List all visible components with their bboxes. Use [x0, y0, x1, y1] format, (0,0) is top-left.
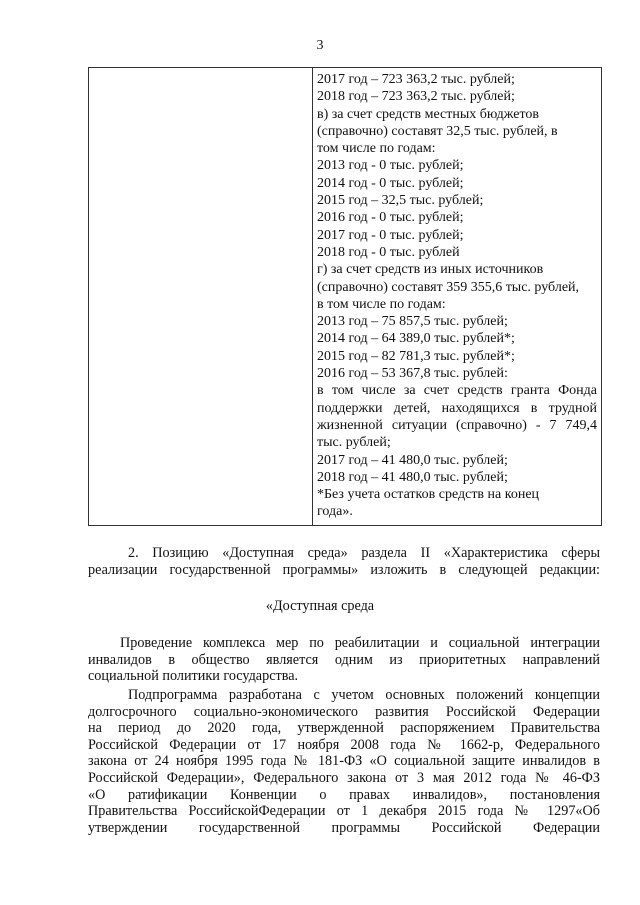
paragraph-line: утверждении государственной программы Российской Федерации — [88, 819, 600, 836]
table-line: жизненной ситуации (справочно) - 7 749,4 — [317, 417, 597, 433]
table-line: том числе по годам: — [317, 141, 436, 157]
table-line: 2017 год - 0 тыс. рублей; — [317, 227, 464, 243]
table-line: 2018 год – 723 363,2 тыс. рублей; — [317, 89, 515, 105]
table-line: (справочно) составят 359 355,6 тыс. рублей, — [317, 279, 580, 295]
paragraph-line: Российской Федерации от 17 ноября 2008 года № 1662-р, Федерального — [88, 736, 600, 753]
table-line: 2015 год – 32,5 тыс. рублей; — [317, 193, 484, 209]
table-line: в) за счет средств местных бюджетов — [317, 106, 540, 122]
table-line: 2014 год - 0 тыс. рублей; — [317, 175, 464, 191]
table-line: (справочно) составят 32,5 тыс. рублей, в — [317, 123, 558, 139]
item-2-line: реализации государственной программы» изложить в следующей редакции: — [88, 561, 600, 578]
table-line: 2017 год – 723 363,2 тыс. рублей; — [317, 72, 515, 87]
paragraph-line: Проведение комплекса мер по реабилитации и социальной интеграции — [120, 635, 600, 651]
table-line: 2016 год - 0 тыс. рублей; — [317, 210, 464, 226]
paragraph-line: социальной политики государства. — [88, 668, 299, 685]
funding-table-right-cell — [317, 71, 597, 521]
table-line: 2015 год – 82 781,3 тыс. рублей*; — [317, 348, 515, 364]
table-line: поддержки детей, находящихся в трудной — [317, 400, 597, 416]
paragraph-line: на период до 2020 года, утвержденной распоряжением Правительства — [88, 720, 600, 737]
table-column-divider — [312, 68, 313, 525]
item-2-line: 2. Позицию «Доступная среда» раздела II «Характеристика сферы — [128, 545, 600, 561]
paragraph-2 — [88, 687, 600, 836]
item-2-paragraph — [88, 545, 600, 578]
paragraph-line: Подпрограмма разработана с учетом основных положений концепции — [128, 687, 600, 703]
paragraph-line: Правительства РоссийскойФедерации от 1 декабря 2015 года № 1297«Об — [88, 803, 600, 820]
paragraph-line: долгосрочного социально-экономического развития Российской Федерации — [88, 703, 600, 720]
table-line: 2013 год - 0 тыс. рублей; — [317, 158, 464, 174]
table-line: 2014 год – 64 389,0 тыс. рублей*; — [317, 331, 515, 347]
paragraph-line: инвалидов в общество является одним из приоритетных направлений — [88, 651, 600, 668]
paragraph-line: «О ратификации Конвенции о правах инвалидов», постановления — [88, 786, 600, 803]
table-line: 2018 год - 0 тыс. рублей — [317, 244, 460, 260]
table-line: 2013 год – 75 857,5 тыс. рублей; — [317, 314, 508, 330]
table-line: *Без учета остатков средств на конец — [317, 487, 540, 503]
table-line: тыс. рублей; — [317, 435, 391, 451]
paragraph-1 — [88, 635, 600, 685]
table-line: года». — [317, 504, 353, 520]
page-number: 3 — [316, 38, 324, 53]
section-heading: «Доступная среда — [265, 598, 375, 614]
paragraph-line: Российской Федерации», Федерального закона от 3 мая 2012 года № 46-ФЗ — [88, 769, 600, 786]
table-line: в том числе за счет средств гранта Фонда — [317, 383, 597, 399]
paragraph-line: закона от 24 ноября 1995 года № 181-ФЗ «О социальной защите инвалидов в — [88, 753, 600, 770]
table-line: в том числе по годам: — [317, 296, 446, 312]
table-line: 2016 год – 53 367,8 тыс. рублей: — [317, 366, 508, 382]
table-line: г) за счет средств из иных источников — [317, 262, 544, 278]
table-line: 2018 год – 41 480,0 тыс. рублей; — [317, 469, 508, 485]
funding-table — [88, 67, 602, 526]
table-line: 2017 год – 41 480,0 тыс. рублей; — [317, 452, 508, 468]
